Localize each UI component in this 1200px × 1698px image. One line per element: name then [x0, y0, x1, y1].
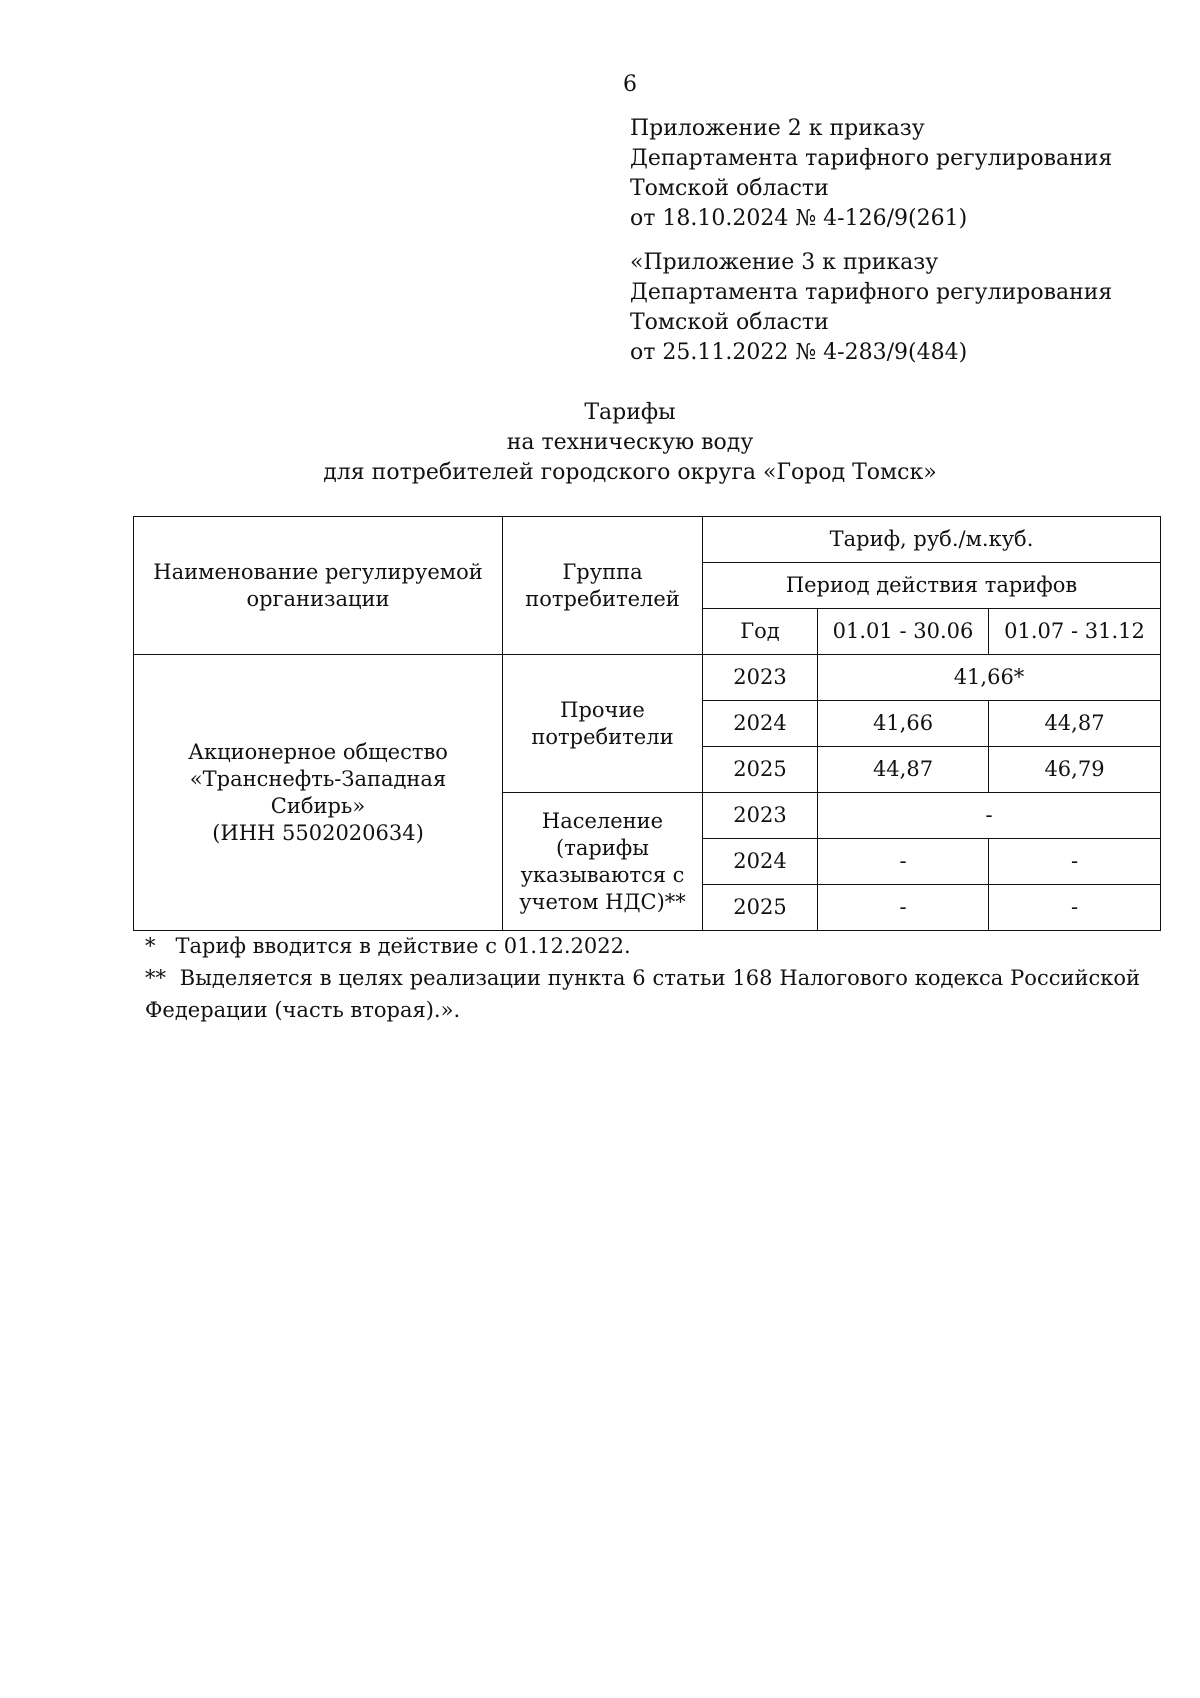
- appendix-line: Приложение 2 к приказу: [630, 116, 925, 141]
- cell-year: 2023: [703, 793, 818, 839]
- cell-tariff-half2: 46,79: [989, 747, 1161, 793]
- organization-name: [134, 655, 503, 931]
- page-number: 6: [623, 72, 637, 97]
- header-half2: 01.07 - 31.12: [989, 609, 1161, 655]
- header-org-name: Наименование регулируемой организации: [134, 517, 503, 655]
- cell-tariff-half1: -: [818, 885, 989, 931]
- cell-tariff-half2: 44,87: [989, 701, 1161, 747]
- footnote-1: * Тариф вводится в действие с 01.12.2022.: [145, 934, 631, 958]
- document-title: [0, 398, 1200, 488]
- cell-tariff-half1: 41,66: [818, 701, 989, 747]
- appendix-line: Томской области: [630, 176, 829, 201]
- group-line: учетом НДС)**: [519, 889, 686, 914]
- appendix-line: Томской области: [630, 310, 829, 335]
- group-line: Прочие: [560, 697, 645, 722]
- header-year: Год: [703, 609, 818, 655]
- header-tariff: Тариф, руб./м.куб.: [703, 517, 1161, 563]
- footnote-2: ** Выделяется в целях реализации пункта 6 статьи 168 Налогового кодекса Российской Федерации (часть вторая).».: [145, 966, 1147, 1022]
- appendix-previous-order: [630, 248, 1170, 368]
- group-line: Население: [541, 808, 664, 833]
- organization-line: (ИНН 5502020634): [212, 820, 424, 845]
- appendix-line: от 25.11.2022 № 4-283/9(484): [630, 340, 968, 365]
- appendix-line: «Приложение 3 к приказу: [630, 250, 939, 275]
- header-half1: 01.01 - 30.06: [818, 609, 989, 655]
- title-line: Тарифы: [584, 400, 676, 425]
- cell-year: 2024: [703, 701, 818, 747]
- header-period: Период действия тарифов: [703, 563, 1161, 609]
- cell-tariff-merged: -: [818, 793, 1161, 839]
- appendix-line: от 18.10.2024 № 4-126/9(261): [630, 206, 968, 231]
- cell-year: 2025: [703, 885, 818, 931]
- group-other-consumers: [503, 655, 703, 793]
- organization-line: Акционерное общество: [188, 739, 448, 764]
- table-row: [134, 655, 1161, 701]
- footnotes: [145, 930, 1147, 1026]
- header-consumer-group: Группа потребителей: [503, 517, 703, 655]
- group-line: (тарифы: [556, 835, 649, 860]
- cell-year: 2024: [703, 839, 818, 885]
- group-line: потребители: [531, 724, 674, 749]
- cell-tariff-half1: -: [818, 839, 989, 885]
- cell-tariff-merged: 41,66*: [818, 655, 1161, 701]
- tariff-table: [133, 516, 1161, 931]
- cell-year: 2025: [703, 747, 818, 793]
- appendix-current-order: [630, 114, 1170, 234]
- title-line: на техническую воду: [506, 430, 754, 455]
- cell-tariff-half2: -: [989, 885, 1161, 931]
- cell-tariff-half2: -: [989, 839, 1161, 885]
- title-line: для потребителей городского округа «Город Томск»: [323, 460, 937, 485]
- cell-year: 2023: [703, 655, 818, 701]
- organization-line: «Транснефть-Западная Сибирь»: [189, 766, 447, 818]
- table-header-row: [134, 517, 1161, 563]
- group-population: [503, 793, 703, 931]
- appendix-line: Департамента тарифного регулирования: [630, 280, 1113, 305]
- group-line: указываются с: [520, 862, 685, 887]
- appendix-line: Департамента тарифного регулирования: [630, 146, 1113, 171]
- cell-tariff-half1: 44,87: [818, 747, 989, 793]
